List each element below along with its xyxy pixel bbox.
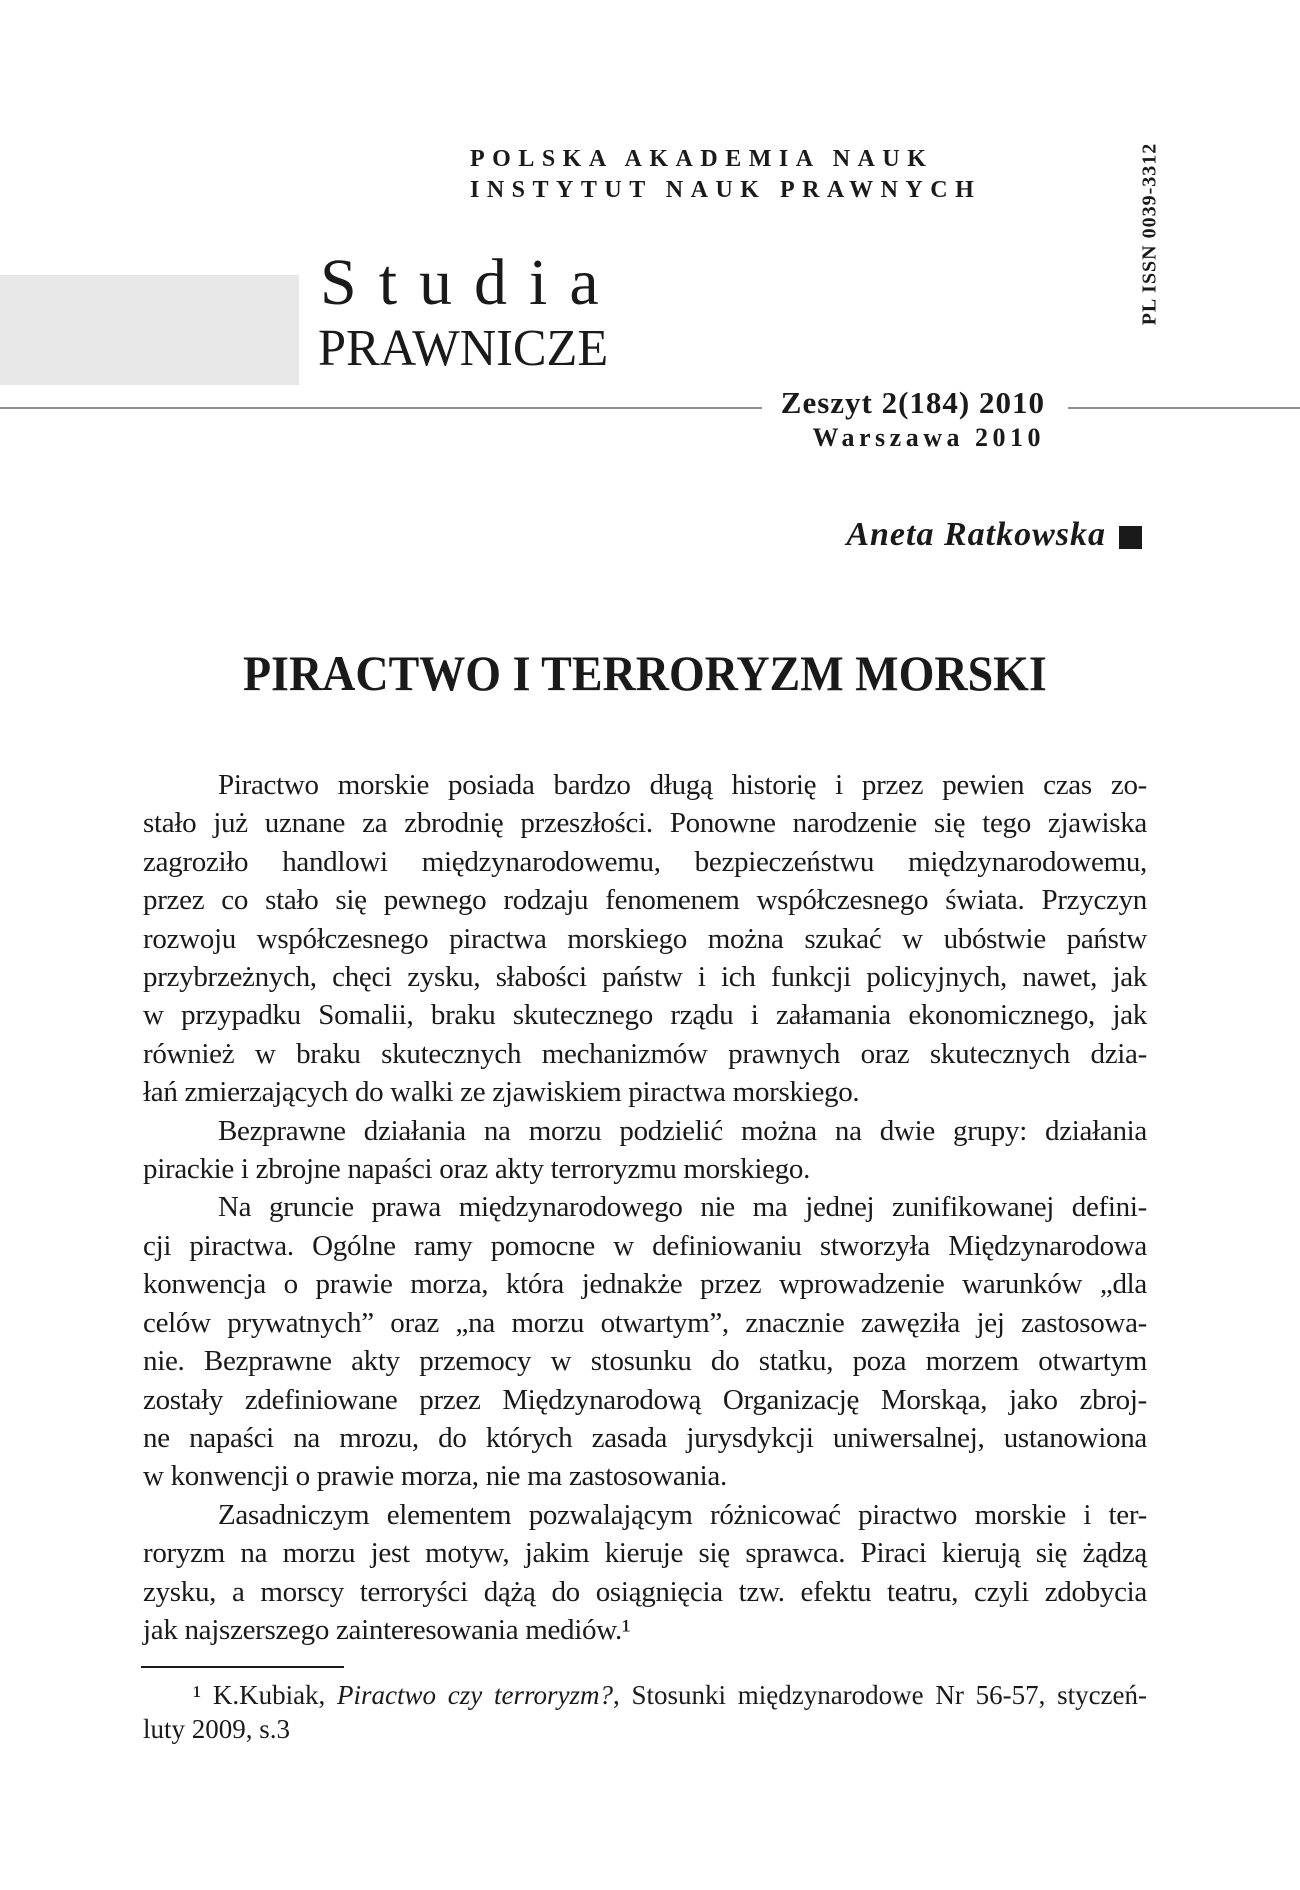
body-line: w konwencji o prawie morza, nie ma zastosowania. xyxy=(143,1460,727,1493)
place-year-label: Warszawa 2010 xyxy=(812,423,1045,452)
body-line: celów prywatnych” oraz „na morzu otwartym”, znacznie zawęziła jej zastosowa- xyxy=(143,1306,1147,1339)
issue-block xyxy=(781,386,1045,453)
body-line: zostały zdefiniowane przez Międzynarodową Organizację Morskąa, jako zbroj- xyxy=(143,1383,1147,1416)
body-line: w przypadku Somalii, braku skutecznego rządu i załamania ekonomicznego, jak xyxy=(143,999,1147,1032)
body-line: roryzm na morzu jest motyw, jakim kieruje się sprawca. Piraci kierują się żądzą xyxy=(143,1537,1147,1570)
cover-gray-band xyxy=(0,275,299,385)
body-line: Bezprawne działania na morzu podzielić można na dwie grupy: działania xyxy=(218,1114,1147,1147)
body-line: stało już uznane za zbrodnię przeszłości. Ponowne narodzenie się tego zjawiska xyxy=(143,807,1147,840)
body-line: ne napaści na mrozu, do których zasada jurysdykcji uniwersalnej, ustanowiona xyxy=(143,1421,1147,1454)
issn-vertical-label: PL ISSN 0039-3312 xyxy=(1138,142,1161,326)
journal-logo-line-2: PRAWNICZE xyxy=(318,320,609,377)
body-line: konwencja o prawie morza, która jednakże przez wprowadzenie warunków „dla xyxy=(143,1268,1147,1301)
divider-rule-right xyxy=(1068,407,1300,409)
body-line: przez co stało się pewnego rodzaju fenomenem współczesnego świata. Przyczyn xyxy=(143,884,1147,917)
issue-label: Zeszyt 2(184) 2010 xyxy=(780,385,1045,420)
body-line: Piractwo morskie posiada bardzo długą historię i przez pewien czas zo- xyxy=(218,769,1147,801)
body-line: również w braku skutecznych mechanizmów prawnych oraz skutecznych dzia- xyxy=(143,1037,1147,1070)
author-line xyxy=(846,516,1142,554)
journal-logo-line-1: Studia xyxy=(320,246,621,319)
author-square-marker xyxy=(1119,526,1142,549)
body-line: rozwoju współczesnego piractwa morskiego można szukać w ubóstwie państw xyxy=(143,922,1147,955)
publisher-block xyxy=(470,144,981,206)
footnote-rule xyxy=(141,1666,344,1668)
footnote-work-title: Piractwo czy terroryzm? xyxy=(337,1680,613,1710)
body-line: jak najszerszego zainteresowania mediów.¹ xyxy=(143,1613,631,1646)
body-line: przybrzeżnych, chęci zysku, słabości państw i ich funkcji policyjnych, nawet, jak xyxy=(143,961,1147,994)
article-body xyxy=(143,766,1147,1649)
divider-rule-left xyxy=(0,407,762,409)
body-line: zagroziło handlowi międzynarodowemu, bezpieczeństwu międzynarodowemu, xyxy=(143,845,1147,878)
article-title xyxy=(143,644,1147,702)
body-line: Na gruncie prawa międzynarodowego nie ma jednej zunifikowanej defini- xyxy=(218,1191,1147,1224)
footnote-reference-tail: , Stosunki międzynarodowe Nr 56-57, styczeń- xyxy=(612,1680,1148,1710)
body-line: łań zmierzających do walki ze zjawiskiem piractwa morskiego. xyxy=(143,1076,860,1109)
body-line: nie. Bezprawne akty przemocy w stosunku do statku, poza morzem otwartym xyxy=(143,1345,1147,1378)
author-name: Aneta Ratkowska xyxy=(846,516,1106,553)
publisher-line-1: POLSKA AKADEMIA NAUK xyxy=(470,146,934,172)
body-line: Zasadniczym elementem pozwalającym różnicować piractwo morskie i ter- xyxy=(218,1498,1147,1531)
body-line: cji piractwa. Ogólne ramy pomocne w definiowaniu stworzyła Międzynarodowa xyxy=(143,1229,1147,1262)
footnote-marker-and-author: ¹ K.Kubiak, xyxy=(193,1680,338,1710)
footnote xyxy=(143,1678,1147,1746)
article-title-text: PIRACTWO I TERRORYZM MORSKI xyxy=(243,645,1047,701)
publisher-line-2: INSTYTUT NAUK PRAWNYCH xyxy=(470,177,982,203)
body-line: pirackie i zbrojne napaści oraz akty terroryzmu morskiego. xyxy=(143,1153,811,1186)
body-line: zysku, a morscy terroryści dążą do osiągnięcia tzw. efektu teatru, czyli zdobycia xyxy=(143,1575,1147,1608)
footnote-line-2: luty 2009, s.3 xyxy=(143,1714,291,1744)
footnote-line-1 xyxy=(143,1678,1147,1712)
